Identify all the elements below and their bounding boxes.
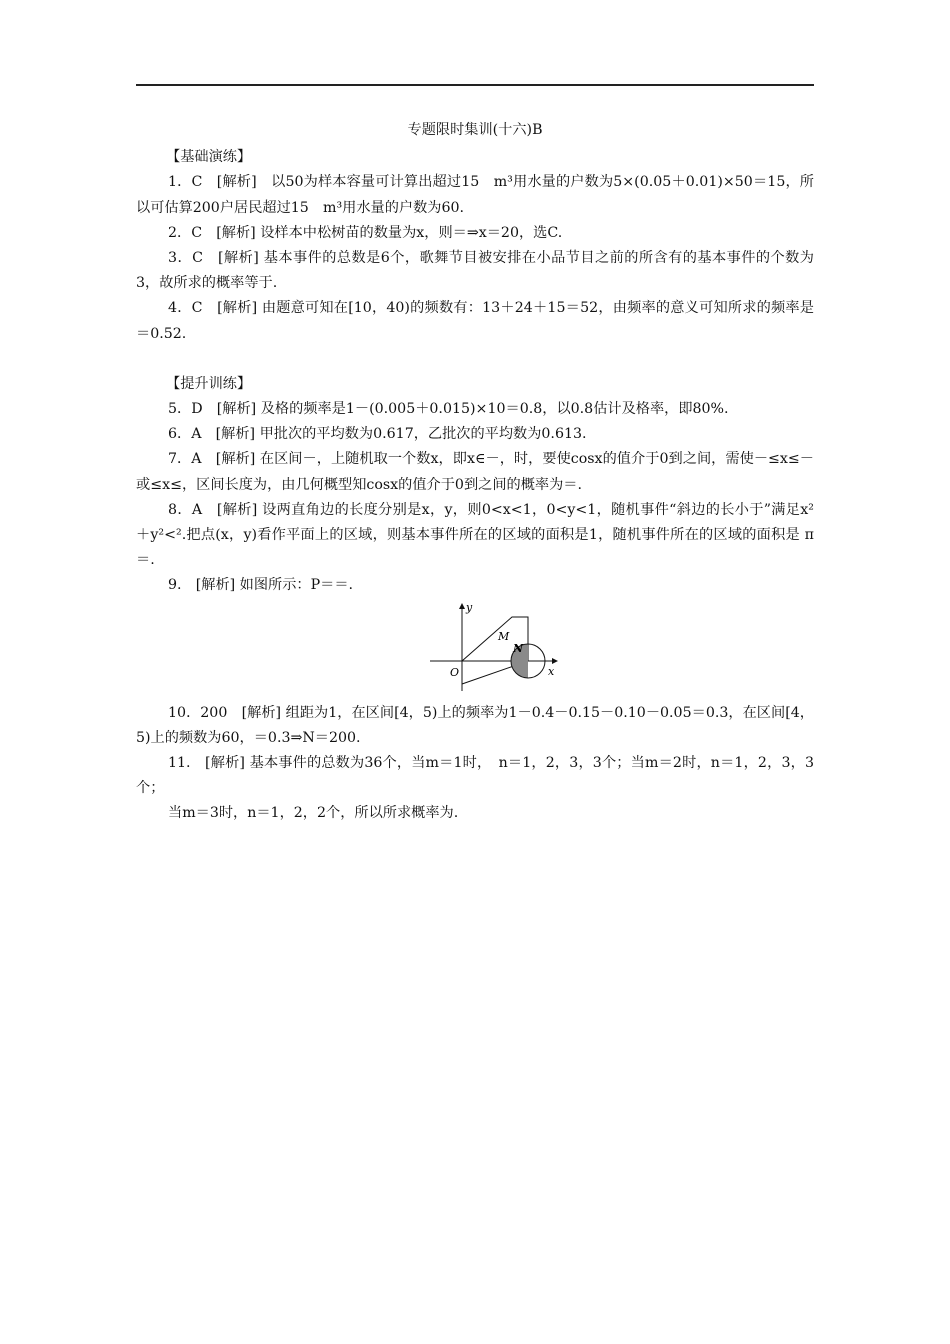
answer-item-11: 11. [解析] 基本事件的总数为36个，当m＝1时， n＝1，2，3，3个；当m＝2时，n＝1，2，3，3 个；	[136, 755, 829, 797]
top-rule	[136, 84, 814, 86]
section-heading-basic: 【基础演练】	[166, 149, 252, 166]
answer-item-11-continued: 当m＝3时，n＝1，2，2个，所以所求概率为.	[168, 805, 459, 822]
answer-item-10: 10．200 [解析] 组距为1，在区间[4，5)上的频率为1－0.4－0.15－0.10－0.05＝0.3，在区间[4，5)上的频数为60，＝0.3⇒N＝200.	[136, 704, 814, 746]
label-y: y	[466, 600, 473, 614]
geometry-figure	[136, 601, 814, 695]
y-axis-arrow	[459, 603, 465, 609]
section-heading-advanced: 【提升训练】	[166, 375, 252, 392]
answer-item-8: 8．A [解析] 设两直角边的长度分别是x，y，则0<x<1，0<y<1，随机事件“斜边的长小于”满足x²＋y²<².把点(x，y)看作平面上的区域，则基本事件所在的区域的面积是1，随机事件所在的区域的面积是 π＝.	[136, 501, 814, 569]
answer-item-9: 9. [解析] 如图所示：P＝＝.	[168, 577, 354, 594]
page-title: 专题限时集训(十六)B	[407, 122, 543, 138]
answer-item-5: 5．D [解析] 及格的频率是1－(0.005＋0.015)×10＝0.8，以0.8估计及格率，即80%.	[168, 401, 729, 418]
document-body	[136, 118, 829, 827]
geometry-diagram	[424, 601, 564, 693]
x-axis-arrow	[552, 658, 558, 664]
answer-item-1: 1．C [解析] 以50为样本容量可计算出超过15 m³用水量的户数为5×(0.05＋0.01)×50＝15，所以可估算200户居民超过15 m³用水量的户数为60.	[136, 174, 814, 216]
answer-item-7: 7．A [解析] 在区间－，上随机取一个数x，即x∈－，时，要使cosx的值介于0到之间，需使－≤x≤－或≤x≤，区间长度为，由几何概型知cosx的值介于0到之间的概率为＝.	[136, 451, 814, 493]
answer-item-2: 2．C [解析] 设样本中松树苗的数量为x，则＝⇒x＝20，选C.	[168, 224, 563, 241]
answer-item-3: 3．C [解析] 基本事件的总数是6个，歌舞节目被安排在小品节目之前的所含有的基本事件的个数为3，故所求的概率等于.	[136, 250, 814, 292]
label-origin: O	[450, 665, 460, 679]
label-n: N	[513, 641, 524, 655]
answer-item-4: 4．C [解析] 由题意可知在[10，40)的频数有：13＋24＋15＝52，由频率的意义可知所求的频率是＝0.52.	[136, 300, 814, 342]
label-x: x	[548, 664, 555, 678]
label-m: M	[498, 629, 510, 643]
answer-item-6: 6．A [解析] 甲批次的平均数为0.617，乙批次的平均数为0.613.	[168, 426, 587, 443]
